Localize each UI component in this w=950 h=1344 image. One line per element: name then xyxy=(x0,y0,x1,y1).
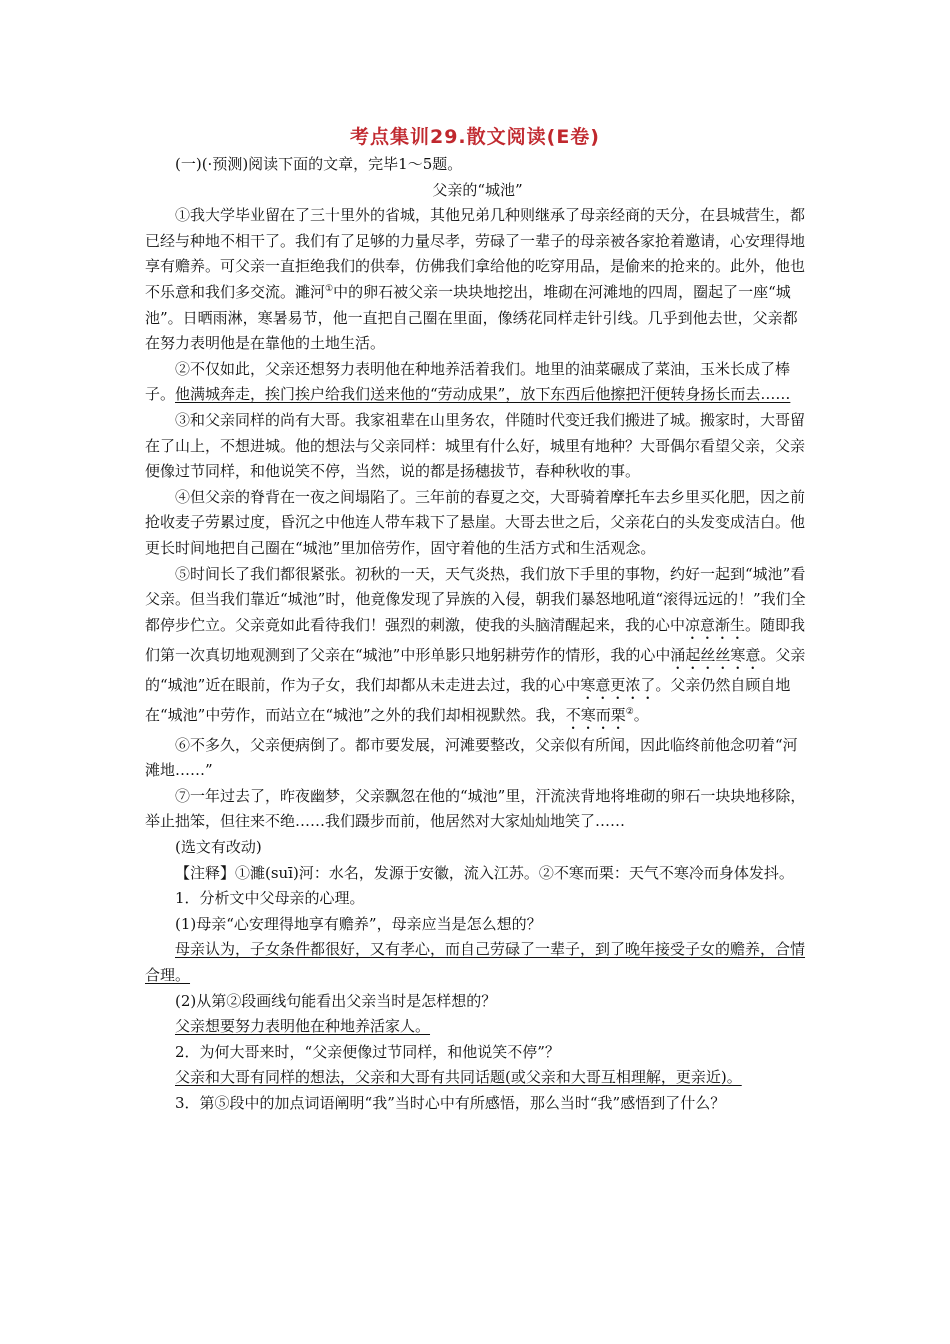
intro-line: (一)(·预测)阅读下面的文章，完毕1～5题。 xyxy=(175,155,463,173)
page-title: 考点集训29.散文阅读(E卷) xyxy=(349,126,600,148)
paragraph-5-text-a: ⑤时间长了我们都很紧张。初秋的一天，天气炎热，我们放下手里的事物，约好一起到“城池”看父亲。但当我们靠近“城池”时，他竟像发现了异族的入侵，朝我们暴怒地吼道“滚得远远的！”我们全都停步伫立。父亲竟如此看待我们！强烈的刺激，使我的头脑清醒起来，我的心中 xyxy=(145,564,806,634)
paragraph-5-text-b: 。随即我们第一次真切地观测到了父亲在“城池”中形单影只地躬耕劳作的情形，我的心中 xyxy=(145,615,806,664)
paragraph-7: ⑦一年过去了，昨夜幽梦，父亲飘忽在他的“城池”里，汗流浃背地将堆砌的卵石一块块地移除，举止拙笨，但往来不绝……我们蹑步而前，他居然对大家灿灿地笑了…… xyxy=(145,786,806,831)
paragraph-5 xyxy=(145,562,810,733)
question-1-1: (1)母亲“心安理得地享有赡养”，母亲应当是怎么想的？ xyxy=(175,914,542,933)
paragraph-5-text-e: 。父亲仍然自顾自地在“城池”中劳作，而站立在“城池”之外的我们却相视默然。我， xyxy=(145,675,791,724)
document-body xyxy=(145,152,810,1117)
question-3: 3．第⑤段中的加点词语阐明“我”当时心中有所感悟，那么当时“我”感悟到了什么？ xyxy=(175,1094,726,1112)
paragraph-6: ⑥不多久，父亲便病倒了。都市要发展，河滩要整改，父亲似有所闻，因此临终前他念叨着“河滩地……” xyxy=(145,735,798,780)
annotation-notes: 【注释】①濉(suī)河：水名，发源于安徽，流入江苏。②不寒而栗：天气不寒冷而身体发抖。 xyxy=(175,863,794,882)
question-1-2: (2)从第②段画线句能看出父亲当时是怎样想的？ xyxy=(175,991,497,1010)
dotted-phrase-2: 涌起丝丝寒意 xyxy=(670,645,761,664)
paragraph-3: ③和父亲同样的尚有大哥。我家祖辈在山里务农，伴随时代变迁我们搬进了城。搬家时，大哥留在了山上，不想进城。他的想法与父亲同样：城里有什么好，城里有地种？大哥偶尔看望父亲，父亲便像过节同样，和他说笑不停，当然，说的都是扬穗拔节，春种秋收的事。 xyxy=(145,410,806,481)
footnote-marker-2: ② xyxy=(625,706,634,717)
dotted-phrase-3: 寒意更浓了 xyxy=(580,675,656,694)
answer-1-2 xyxy=(145,1014,810,1040)
answer-2 xyxy=(145,1065,810,1091)
footnote-marker-1: ① xyxy=(325,283,334,294)
paragraph-5-text-c: 。父亲的“城池”近在眼前，作为子女，我们却都从未走进去过，我的心中 xyxy=(145,645,806,694)
paragraph-1-text-b: 中的卵石被父亲一块块地挖出，堆砌在河滩地的四周，圈起了一座“城池”。日晒雨淋，寒暑易节，他一直把自己圈在里面，像绣花同样走针引线。几乎到他去世，父亲都在努力表明他是在靠他的土地生活。 xyxy=(145,282,798,353)
answer-1-2-text: 父亲想要努力表明他在种地养活家人。 xyxy=(175,1017,431,1036)
paragraph-2 xyxy=(145,357,810,408)
question-2: 2．为何大哥来时，“父亲便像过节同样，和他说笑不停”？ xyxy=(175,1042,560,1061)
answer-2-text: 父亲和大哥有同样的想法，父亲和大哥有共同话题(或父亲和大哥互相理解，更亲近)。 xyxy=(175,1068,742,1087)
paragraph-2-text: ②不仅如此，父亲还想努力表明他在种地养活着我们。地里的油菜碾成了菜油，玉米长成了棒子。 xyxy=(145,359,791,404)
paragraph-1-text-a: ①我大学毕业留在了三十里外的省城，其他兄弟几种则继承了母亲经商的天分，在县城营生，都已经与种地不相干了。我们有了足够的力量尽孝，劳碌了一辈子的母亲被各家抢着邀请，心安理得地享有赡养。可父亲一直拒绝我们的供奉，仿佛我们拿给他的吃穿用品，是偷来的抢来的。此外，他也不乐意和我们多交流。濉河 xyxy=(145,206,806,301)
paragraph-1 xyxy=(145,203,810,357)
paragraph-4: ④但父亲的脊背在一夜之间塌陷了。三年前的春夏之交，大哥骑着摩托车去乡里买化肥，因之前抢收麦子劳累过度，昏沉之中他连人带车栽下了悬崖。大哥去世之后，父亲花白的头发变成洁白。他更长时间地把自己圈在“城池”里加倍劳作，固守着他的生活方式和生活观念。 xyxy=(145,487,806,557)
dotted-phrase-1: 凉意渐生 xyxy=(685,615,746,634)
paragraph-5-text-f: 。 xyxy=(633,705,649,724)
dotted-phrase-4: 不寒而栗 xyxy=(565,705,626,724)
article-title: 父亲的“城池” xyxy=(432,180,523,199)
answer-1-1 xyxy=(145,937,810,988)
answer-1-1-text: 母亲认为，子女条件都很好，又有孝心，而自己劳碌了一辈子，到了晚年接受子女的赡养，合情合理。 xyxy=(145,940,806,985)
source-note: (选文有改动) xyxy=(175,838,262,857)
underlined-sentence: 他满城奔走，挨门挨户给我们送来他的“劳动成果”，放下东西后他擦把汗便转身扬长而去…… xyxy=(175,385,791,404)
question-1: 1．分析文中父母亲的心理。 xyxy=(175,889,365,908)
